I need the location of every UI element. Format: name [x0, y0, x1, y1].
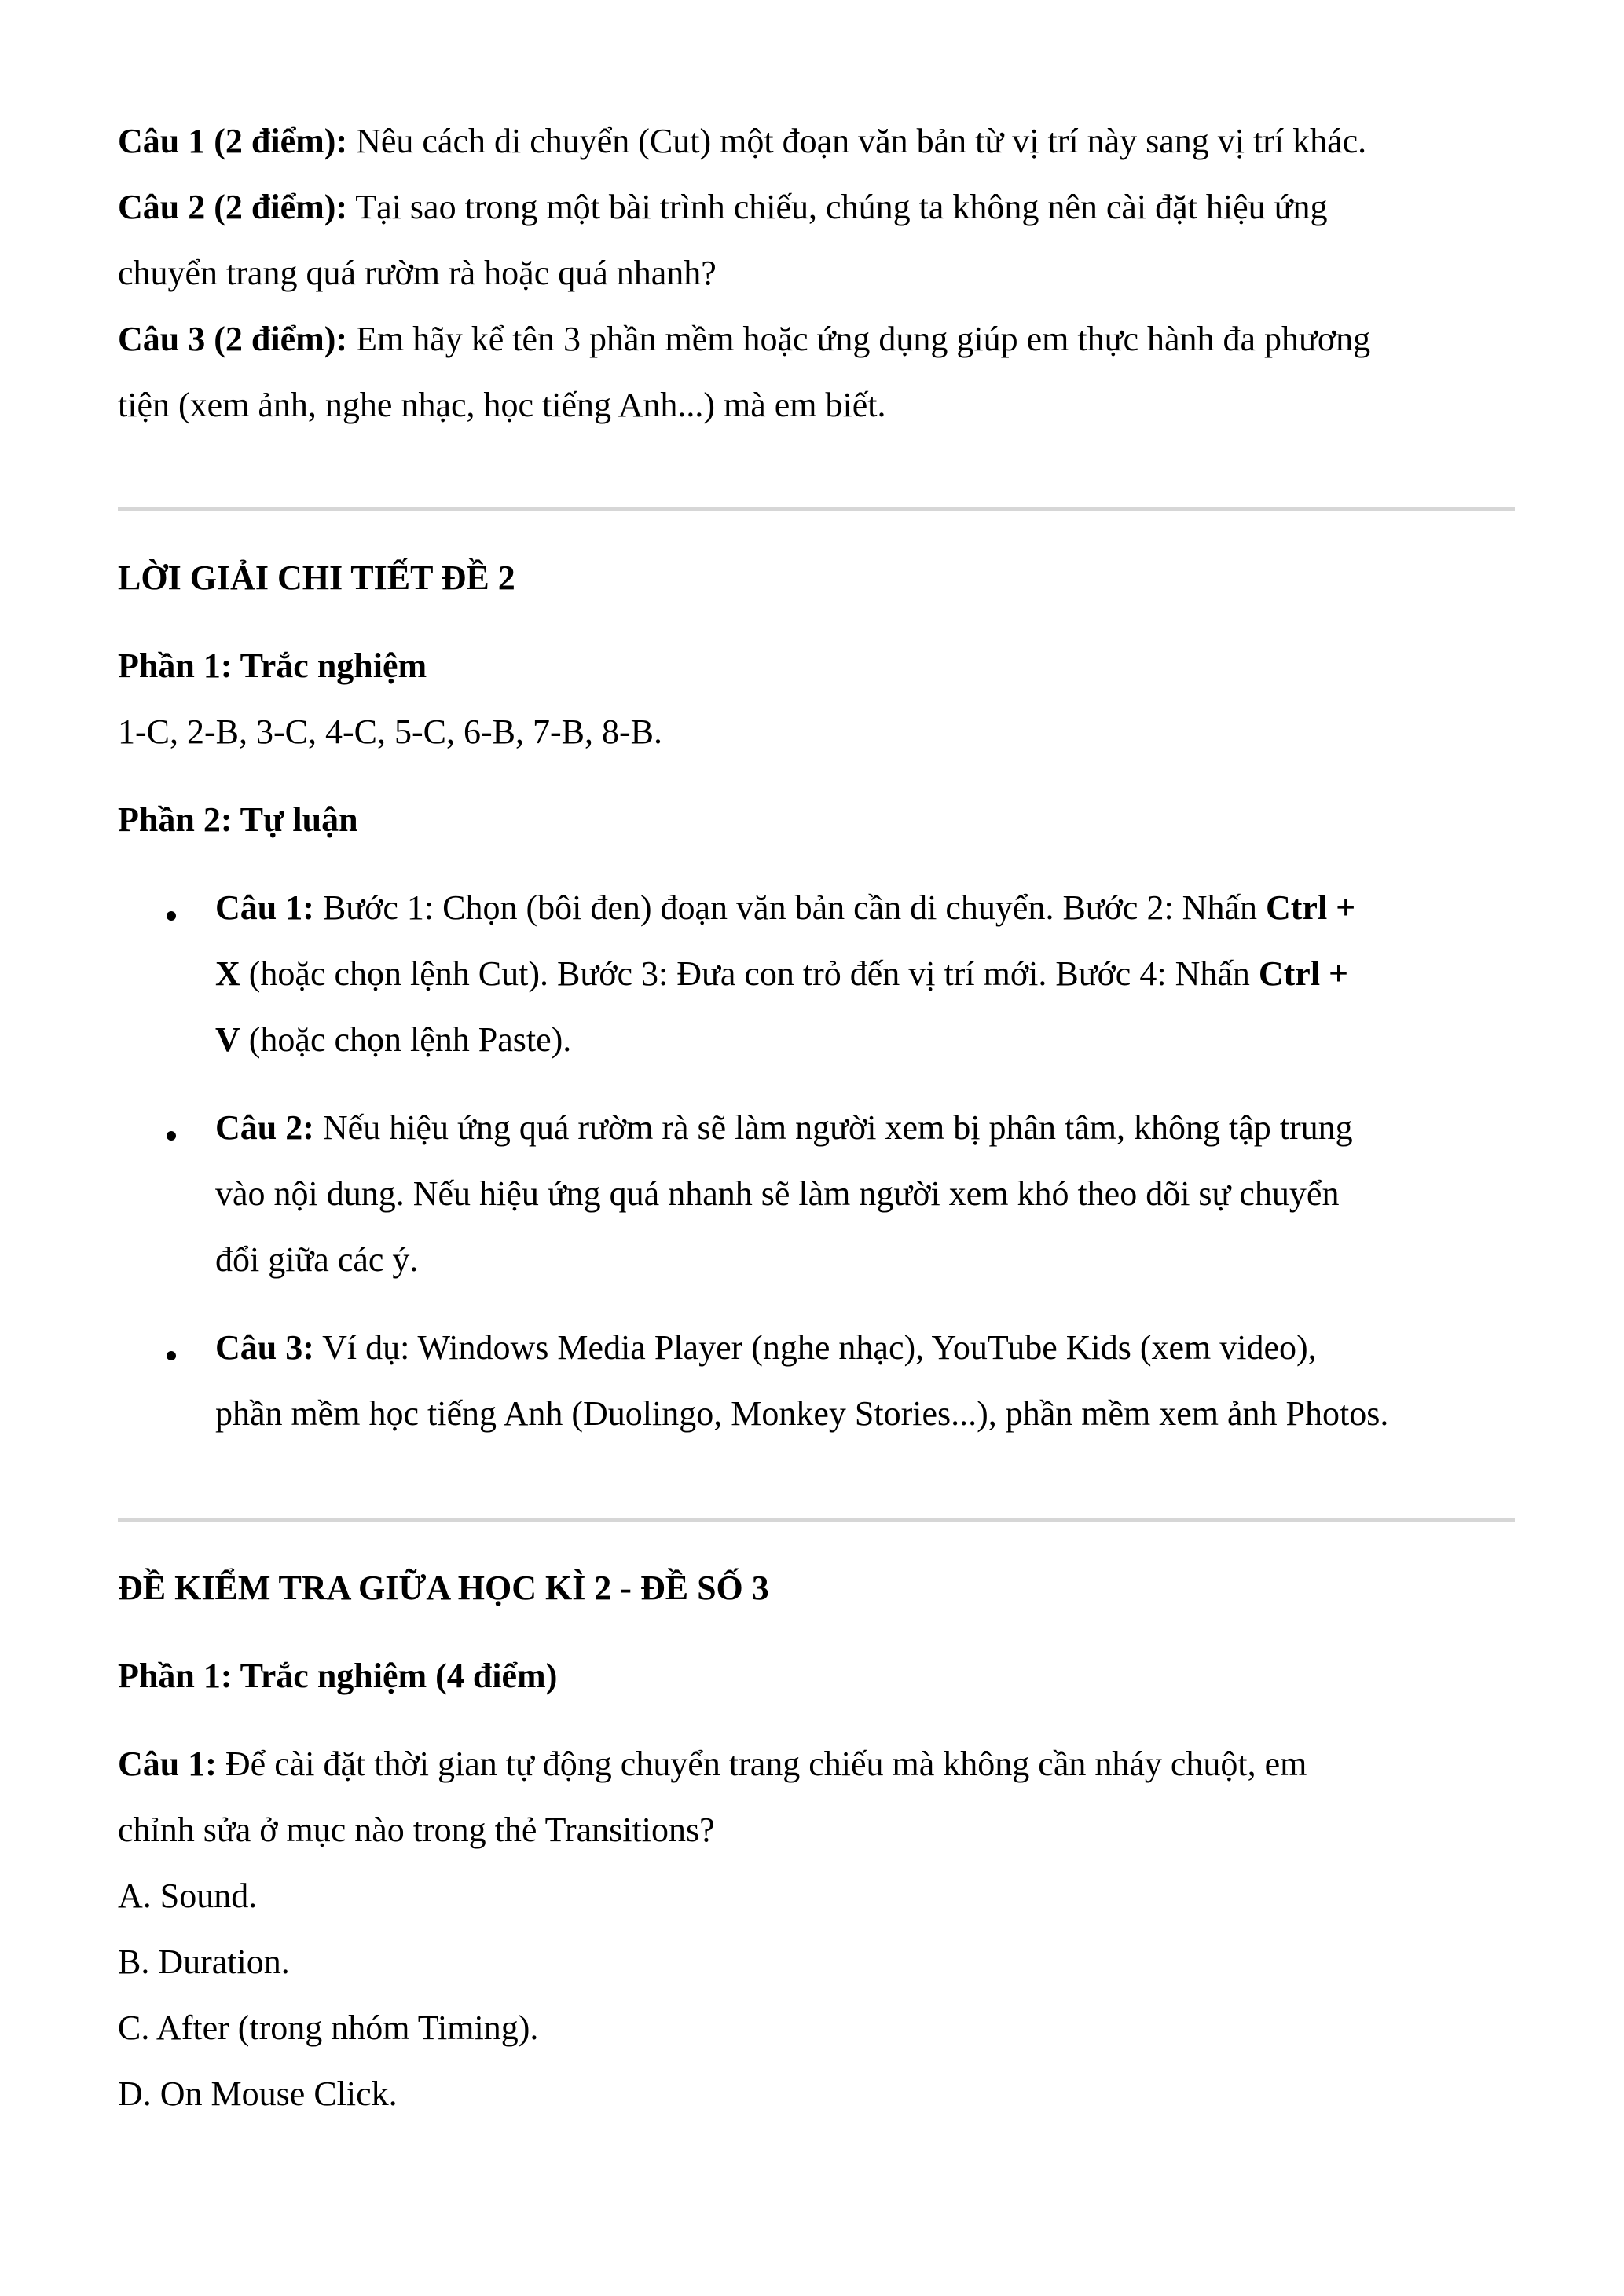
- answer-2-line-2: vào nội dung. Nếu hiệu ứng quá nhanh sẽ làm người xem khó theo dõi sự chuyển: [215, 1174, 1340, 1213]
- question-3: Câu 3 (2 điểm): Em hãy kể tên 3 phần mềm hoặc ứng dụng giúp em thực hành đa phương: [118, 320, 1371, 358]
- exam3-question-1-cont: chỉnh sửa ở mục nào trong thẻ Transitions?: [118, 1811, 715, 1849]
- question-3-cont: tiện (xem ảnh, nghe nhạc, học tiếng Anh...) mà em biết.: [118, 386, 886, 424]
- answer-3-line-2: phần mềm học tiếng Anh (Duolingo, Monkey Stories...), phần mềm xem ảnh Photos.: [215, 1394, 1389, 1433]
- question-1: Câu 1 (2 điểm): Nêu cách di chuyển (Cut) một đoạn văn bản từ vị trí này sang vị trí khác.: [118, 122, 1367, 160]
- part2-heading: Phần 2: Tự luận: [118, 800, 358, 839]
- exam3-question-1: Câu 1: Để cài đặt thời gian tự động chuyển trang chiếu mà không cần nháy chuột, em: [118, 1745, 1307, 1783]
- section-divider: [118, 507, 1515, 511]
- answer-2-line-3: đổi giữa các ý.: [215, 1240, 419, 1279]
- answer-3: Câu 3: Ví dụ: Windows Media Player (nghe nhạc), YouTube Kids (xem video),: [215, 1328, 1317, 1367]
- option-b: B. Duration.: [118, 1943, 290, 1981]
- option-a: A. Sound.: [118, 1877, 258, 1915]
- bullet-icon: [167, 911, 176, 921]
- option-c: C. After (trong nhóm Timing).: [118, 2009, 539, 2047]
- question-2-cont: chuyển trang quá rườm rà hoặc quá nhanh?: [118, 254, 717, 292]
- bullet-icon: [167, 1131, 176, 1141]
- part1-answers: 1-C, 2-B, 3-C, 4-C, 5-C, 6-B, 7-B, 8-B.: [118, 712, 662, 751]
- option-d: D. On Mouse Click.: [118, 2074, 398, 2113]
- exam3-title: ĐỀ KIỂM TRA GIỮA HỌC KÌ 2 - ĐỀ SỐ 3: [118, 1569, 769, 1607]
- question-2: Câu 2 (2 điểm): Tại sao trong một bài trình chiếu, chúng ta không nên cài đặt hiệu ứng: [118, 188, 1328, 226]
- bullet-icon: [167, 1351, 176, 1360]
- solution-title: LỜI GIẢI CHI TIẾT ĐỀ 2: [118, 558, 515, 597]
- answer-2: Câu 2: Nếu hiệu ứng quá rườm rà sẽ làm người xem bị phân tâm, không tập trung: [215, 1108, 1353, 1147]
- part1-heading: Phần 1: Trắc nghiệm: [118, 646, 427, 685]
- section-divider: [118, 1518, 1515, 1522]
- answer-1-line-2: X (hoặc chọn lệnh Cut). Bước 3: Đưa con trỏ đến vị trí mới. Bước 4: Nhấn Ctrl +: [215, 954, 1349, 993]
- exam3-part1-heading: Phần 1: Trắc nghiệm (4 điểm): [118, 1657, 558, 1695]
- answer-1: Câu 1: Bước 1: Chọn (bôi đen) đoạn văn bản cần di chuyển. Bước 2: Nhấn Ctrl +: [215, 888, 1356, 927]
- answer-1-line-3: V (hoặc chọn lệnh Paste).: [215, 1020, 572, 1059]
